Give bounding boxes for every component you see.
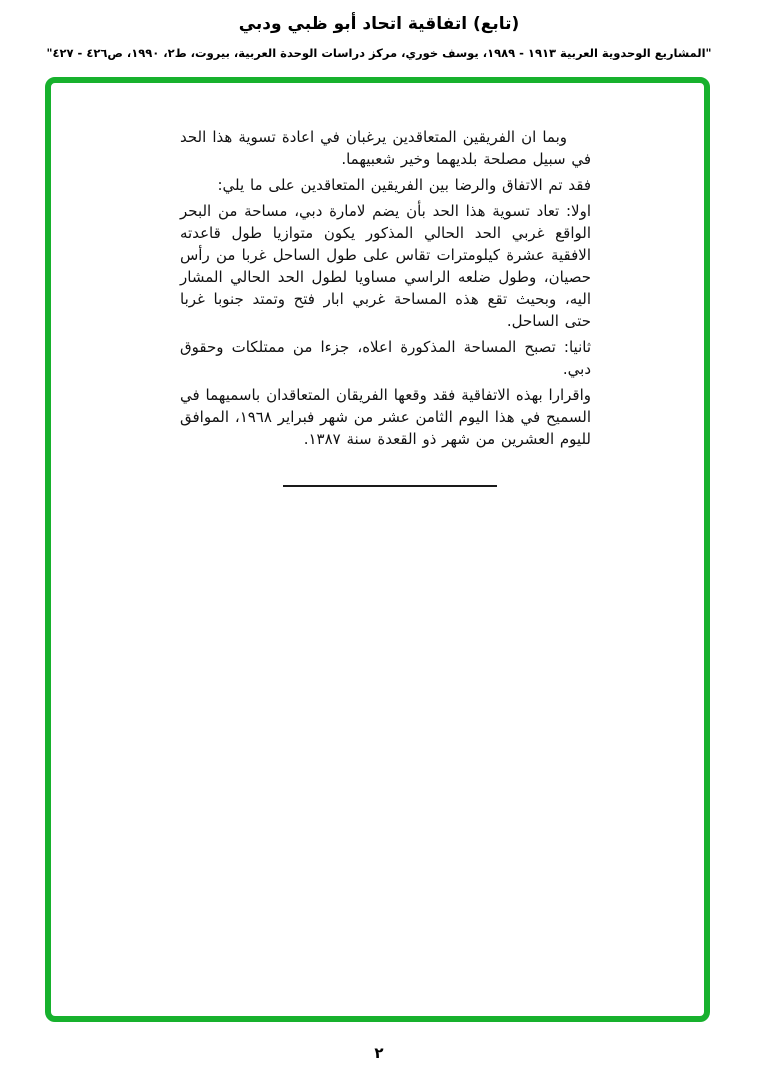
- paragraph-agreement-statement: فقد تم الاتفاق والرضا بين الفريقين المتعاقدين على ما يلي:: [217, 176, 591, 194]
- paragraph-clause-second: ثانيا: تصبح المساحة المذكورة اعلاه، جزءا من ممتلكات وحقوق دبي.: [180, 338, 591, 378]
- source-citation: "المشاريع الوحدوية العربية ١٩١٣ - ١٩٨٩، يوسف خوري، مركز دراسات الوحدة العربية، بيروت، ط٢، ١٩٩٠، ص٤٢٦ - ٤٢٧": [46, 46, 712, 60]
- paragraph-signing-statement: واقرارا بهذه الاتفاقية فقد وقعها الفريقان المتعاقدان باسميهما في السميح في هذا اليوم الثامن عشر من شهر فبراير ١٩٦٨، الموافق لليوم العشرين من شهر ذو القعدة سنة ١٣٨٧.: [180, 386, 591, 448]
- paragraph-preamble-wishes: وبما ان الفريقين المتعاقدين يرغبان في اعادة تسوية هذا الحد في سبيل مصلحة بلديهما وخير شعبيهما.: [180, 128, 591, 168]
- paragraph-clause-first: اولا: تعاد تسوية هذا الحد بأن يضم لامارة دبي، مساحة من البحر الواقع غربي الحد الحالي المذكور يكون متوازيا طول قاعدته الافقية عشرة كيلومترات تقاس على طول الساحل غربا من رأس حصيان، وطول ضلعه الراسي مساويا لطول الحد الحالي المشار اليه، وبحيث تقع هذه المساحة غربي ابار فتح وتمتد جنوبا غربا حتى الساحل.: [180, 202, 591, 330]
- signature-divider-line: [283, 485, 497, 487]
- page-number: ٢: [374, 1044, 384, 1062]
- agreement-text-block: [180, 126, 591, 450]
- page-title: (تابع) اتفاقية اتحاد أبو ظبي ودبي: [238, 14, 520, 34]
